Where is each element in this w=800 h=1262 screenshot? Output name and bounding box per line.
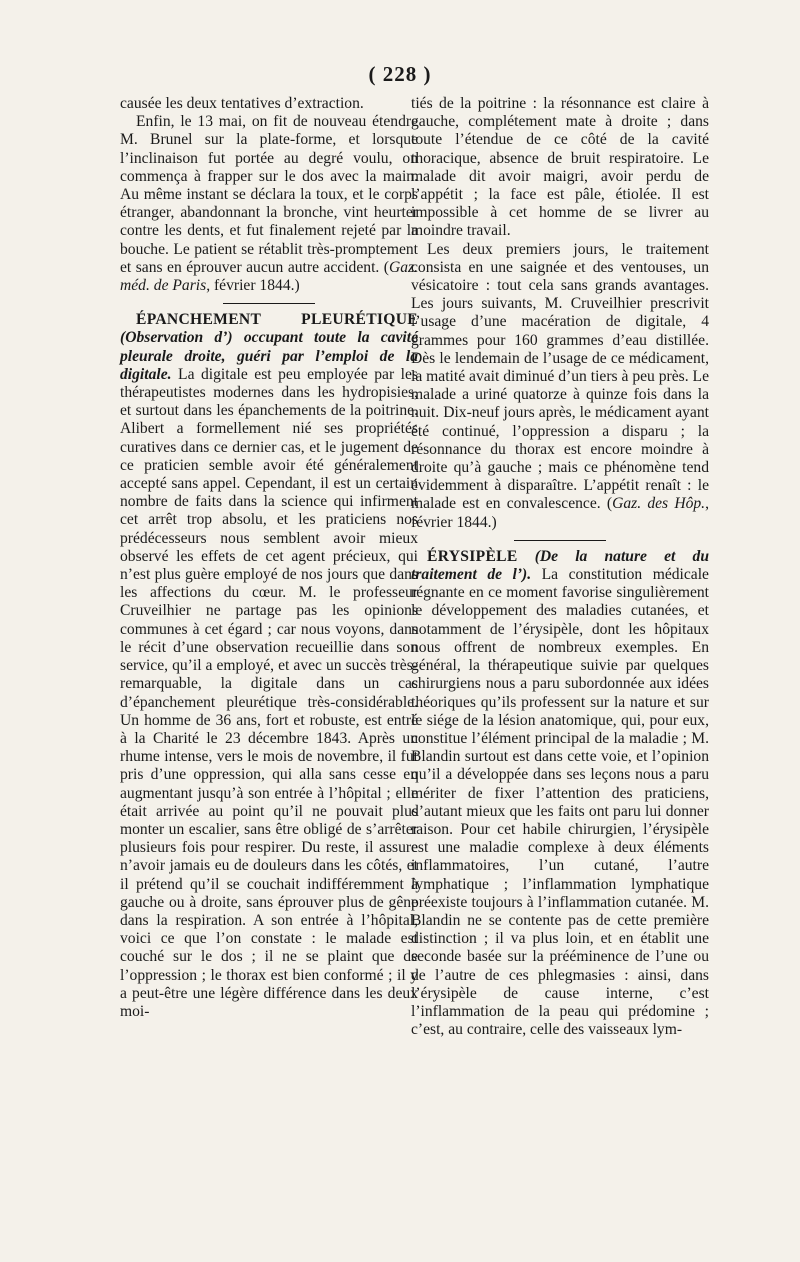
source-citation-date-2: , février 1844.) — [411, 495, 709, 531]
article-erysipele — [411, 548, 709, 1039]
article-epanchement — [120, 311, 418, 1021]
article-subheading-epanchement: (Observation d’) occupant toute la cavité pleurale droite, guéri par l’emploi de la digitale. — [120, 329, 418, 383]
page-number: ( 228 ) — [368, 62, 432, 86]
left-column — [120, 95, 418, 1021]
left-enfin-text: Enfin, le 13 mai, on fit de nouveau étendre M. Brunel sur la plate-forme, et lorsque l’inclinaison fut portée au degré voulu, on commença à frapper sur le dos avec la main. Au même instant se déclara la toux, et le corps étranger, abandonnant la bronche, vint heurter contre les dents, et fut finalement rejeté par la bouche. Le patient se rétablit très-promptement et sans en éprouver aucun autre accident. ( — [120, 113, 418, 276]
article-heading-erysipele: ÉRYSIPÈLE — [427, 547, 518, 565]
right-treatment-paragraph — [411, 241, 709, 532]
left-continuation-paragraph: causée les deux tentatives d’extraction. — [120, 95, 364, 112]
section-divider-2 — [514, 540, 606, 541]
source-citation-date: , février 1844.) — [206, 277, 300, 295]
right-continuation-paragraph: tiés de la poitrine : la résonnance est claire à gauche, complétement mate à droite ; dans toute l’étendue de ce côté de la cavité thoracique, absence de bruit respiratoire. Le malade dit avoir maigri, avoir perdu de l’appétit ; la face est pâle, étiolée. Il est impossible à cet homme de se livrer au moindre travail. — [411, 95, 709, 240]
right-column — [411, 95, 709, 1039]
article-subheading-erysipele: (De la nature et du traitement de l’). — [411, 547, 709, 584]
left-enfin-paragraph — [120, 113, 418, 295]
source-citation-gaz-med: Gaz. méd. de Paris — [120, 258, 418, 295]
article-body-epanchement: La digitale est peu employée par les thérapeutistes modernes dans les hydropisies, et surtout dans les épanchements de la poitrine. Alibert a formellement nié ses propriétés curatives dans ce dernier cas, et le jugement de ce praticien semble avoir été généralement accepté sans appel. Cependant, il est un certain nombre de faits dans la science qui infirment cet arrêt trop absolu, et les praticiens nos prédécesseurs nous semblent avoir mieux observé les effets de cet agent précieux, qui n’est plus guère employé de nos jours que dans les affections du cœur. M. le professeur Cruveilhier ne partage pas les opinions communes à cet égard ; car nous voyons, dans le récit d’une observation recueillie dans son service, qu’il a employé, et avec un succès très-remarquable, la digitale dans un cas d’épanchement pleurétique très-considérable. Un homme de 36 ans, fort et robuste, est entré à la Charité le 23 décembre 1843. Après un rhume intense, vers le mois de novembre, il fut pris d’une oppression, qui alla sans cesse en augmentant jusqu’à son entrée à l’hôpital ; elle était arrivée au point qu’il ne pouvait plus monter un escalier, sans être obligé de s’arrêter plusieurs fois pour respirer. Du reste, il assure n’avoir jamais eu de douleurs dans les côtés, et il prétend qu’il se couchait indifféremment à gauche ou à droite, sans éprouver plus de gêne dans la respiration. A son entrée à l’hôpital, voici ce que l’on constate : le malade est couché sur le dos ; il ne se plaint que de l’oppression ; le thorax est bien conformé ; il y a peut-être une légère différence dans les deux moi- — [120, 365, 418, 1020]
section-divider — [223, 303, 315, 304]
article-body-erysipele: La constitution médicale régnante en ce moment favorise singulièrement le développement des maladies cutanées, et notamment de l’érysipèle, dont les hôpitaux nous offrent de nombreux exemples. En général, la thérapeutique suivie par quelques chirurgiens nous a paru subordonnée aux idées théoriques qu’ils professent sur la nature et sur le siége de la lésion anatomique, qui, pour eux, constitue l’élément principal de la maladie ; M. Blandin surtout est dans cette voie, et l’opinion qu’il a développée dans ses leçons nous a paru mériter de fixer l’attention des praticiens, d’autant mieux que les faits ont paru lui donner raison. Pour cet habile chirurgien, l’érysipèle est une maladie complexe à deux éléments inflammatoires, l’un cutané, l’autre lymphatique ; l’inflammation lymphatique préexiste toujours à l’inflammation cutanée. M. Blandin ne se contente pas de cette première distinction ; il va plus loin, et en établit une seconde basée sur la prééminence de l’une ou de l’autre de ces phlegmasies : ainsi, dans l’érysipèle de cause interne, c’est l’inflammation de la peau qui prédomine ; c’est, au contraire, celle des vaisseaux lym- — [411, 566, 709, 1039]
article-heading-epanchement: ÉPANCHEMENT PLEURÉTIQUE — [136, 311, 418, 329]
right-treatment-text: Les deux premiers jours, le traitement consista en une saignée et des ventouses, un vésicatoire : tout cela sans grands avantages. Les jours suivants, M. Cruveilhier prescrivit l’usage d’une macération de digitale, 4 grammes pour 160 grammes d’eau distillée. Dès le lendemain de l’usage de ce médicament, la matité avait diminué d’un tiers à peu près. Le malade a uriné quatorze à quinze fois dans la nuit. Dix-neuf jours après, le médicament ayant été continué, l’oppression a disparu ; la résonnance du thorax est encore moindre à droite qu’à gauche ; mais ce phénomène tend évidemment à disparaître. L’appétit renaît : le malade est en convalescence. ( — [411, 240, 709, 513]
source-citation-gaz-hop: Gaz. des Hôp. — [612, 495, 706, 513]
